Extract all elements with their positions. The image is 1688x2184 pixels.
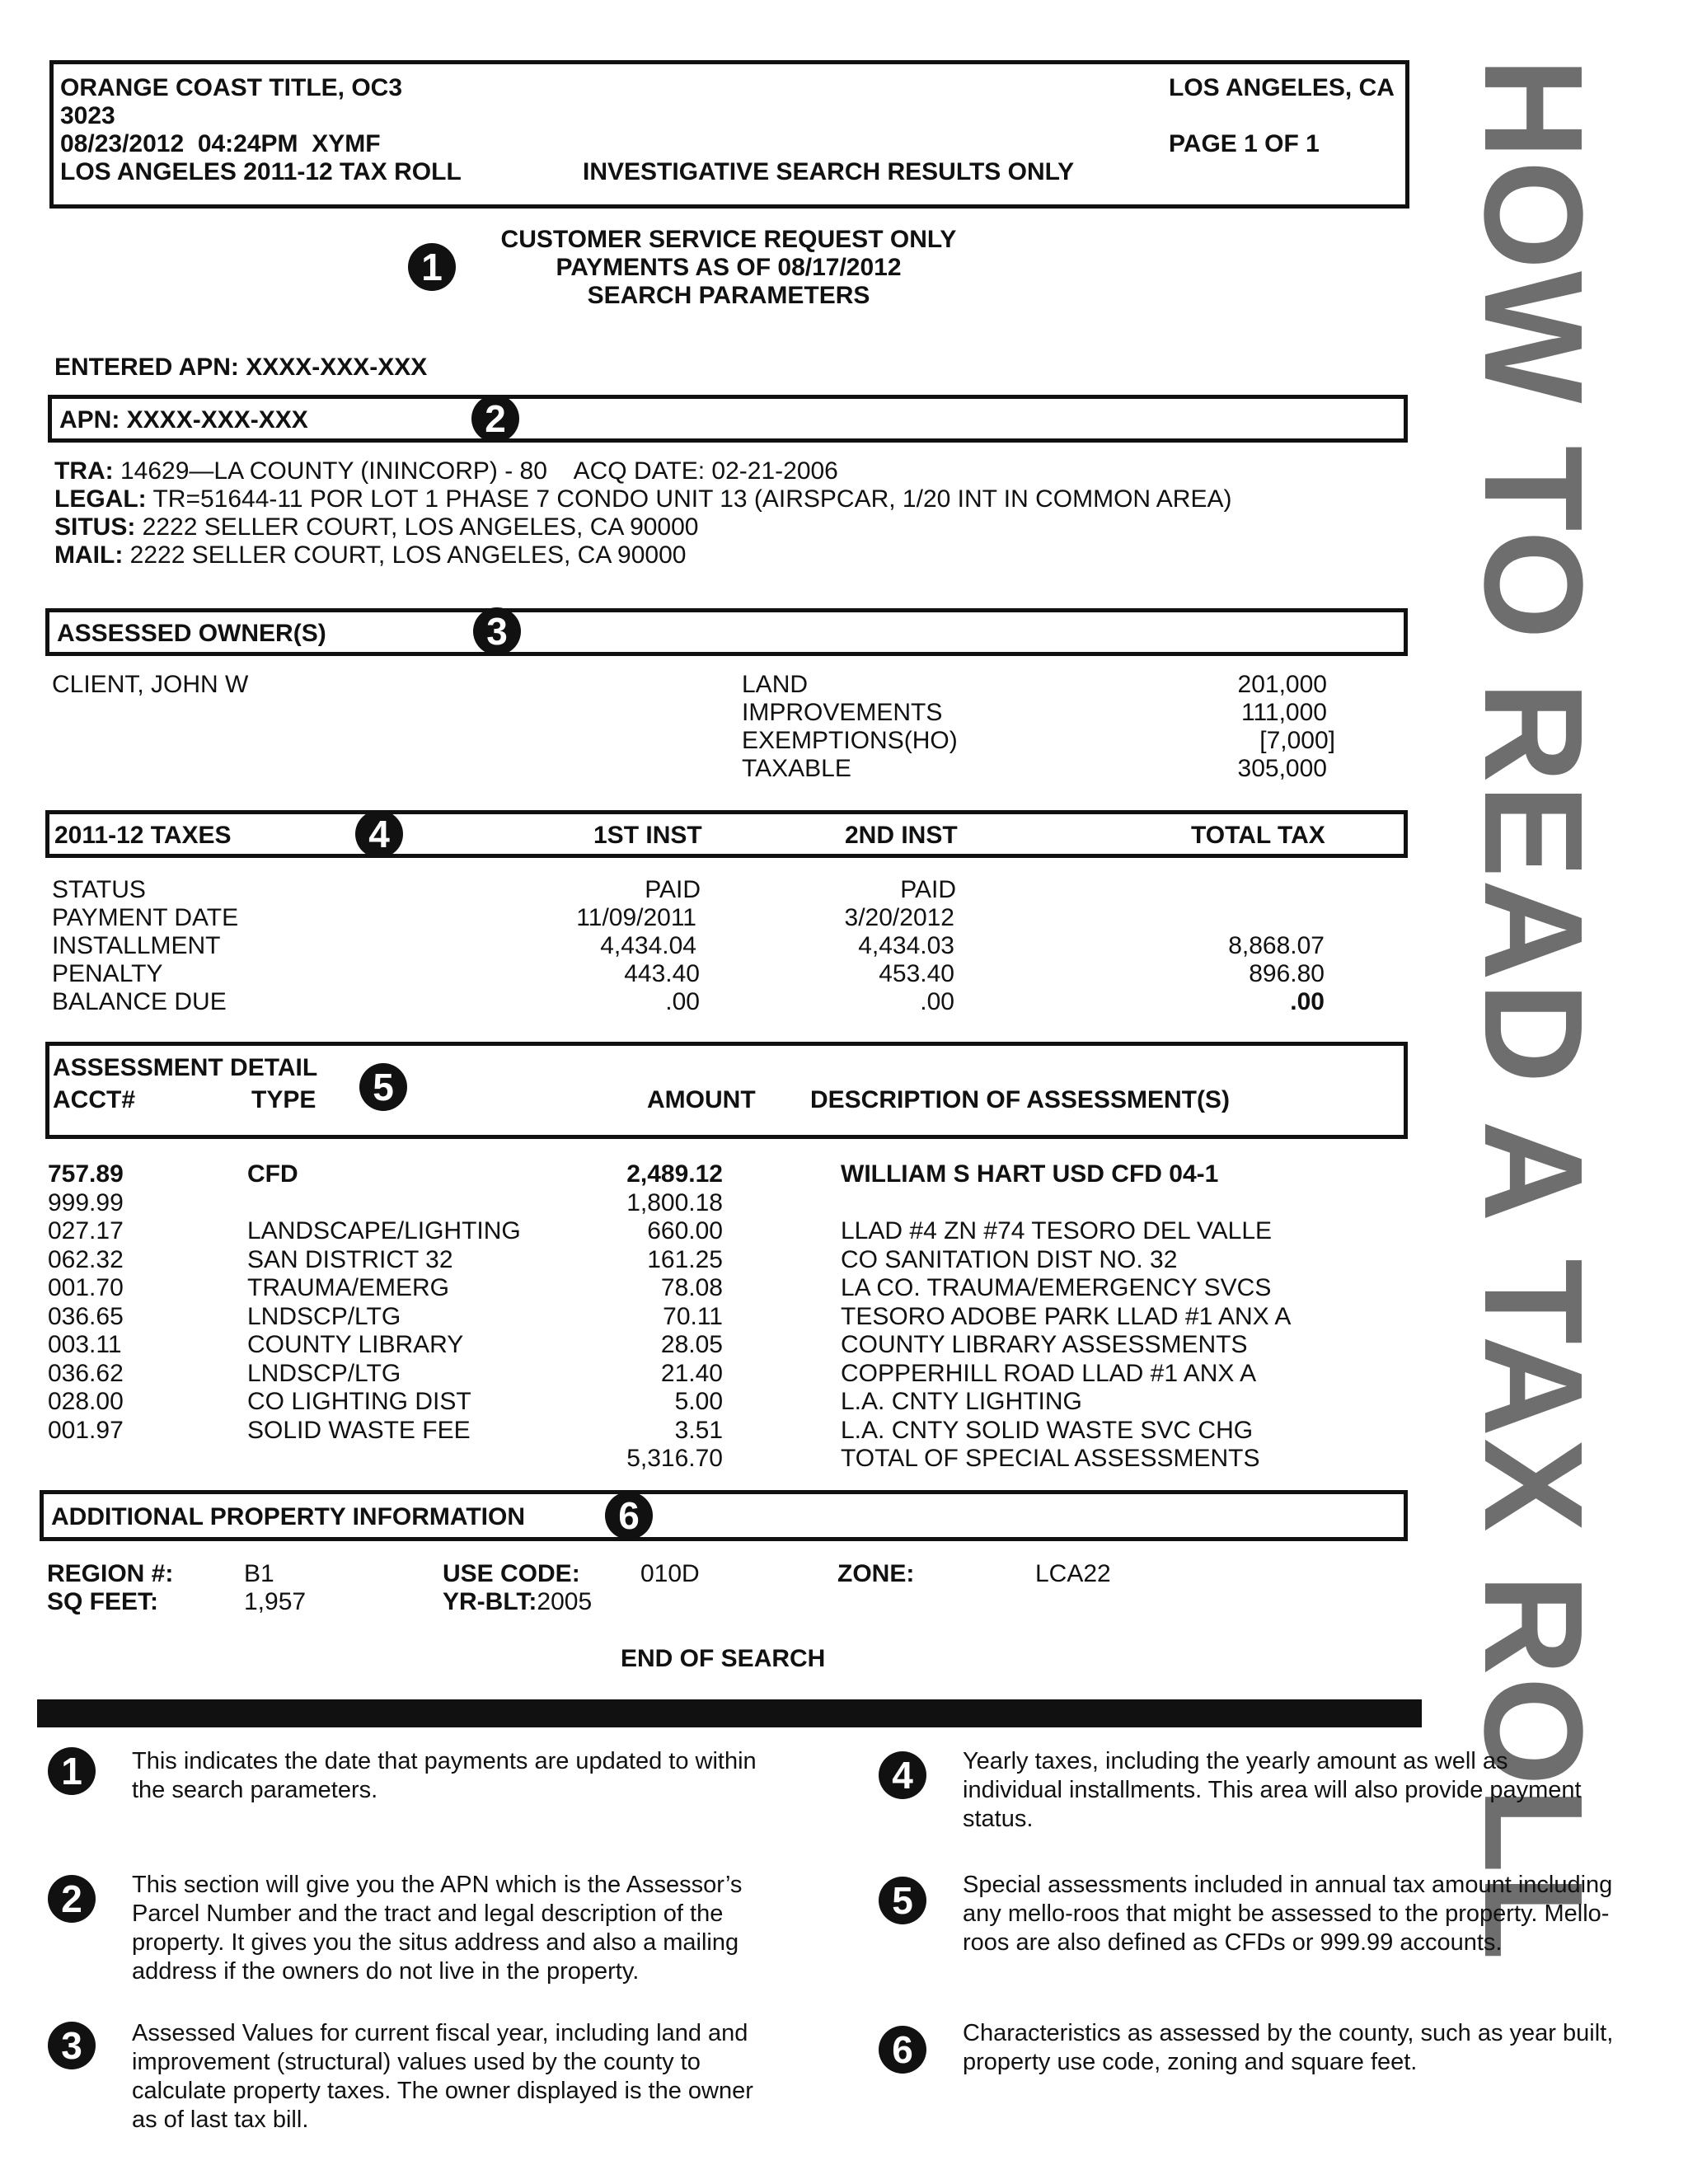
assessment-desc: L.A. CNTY SOLID WASTE SVC CHG	[841, 1417, 1254, 1444]
zone-label: ZONE:	[837, 1560, 915, 1587]
assessment-acct: 001.97	[48, 1417, 124, 1444]
zone-value: LCA22	[1035, 1560, 1111, 1587]
assessment-amount: 1,800.18	[626, 1189, 723, 1216]
tax-row-inst2: 453.40	[879, 960, 954, 987]
header-subtitle: INVESTIGATIVE SEARCH RESULTS ONLY	[583, 158, 1075, 185]
legal-value: TR=51644-11 POR LOT 1 PHASE 7 CONDO UNIT 13 (AIRSPCAR, 1/20 INT IN COMMON AREA)	[146, 485, 1232, 513]
value-label-land: LAND	[742, 671, 809, 698]
legal-line	[54, 485, 1231, 513]
badge-3: 3	[473, 607, 521, 655]
assessment-type: CFD	[247, 1160, 298, 1188]
owners-header: ASSESSED OWNER(S)	[57, 620, 326, 647]
assessment-type: LNDSCP/LTG	[247, 1303, 401, 1330]
mail-value: 2222 SELLER COURT, LOS ANGELES, CA 90000	[123, 541, 687, 569]
tax-row-inst1: PAID	[645, 876, 701, 903]
assessment-desc: LLAD #4 ZN #74 TESORO DEL VALLE	[841, 1217, 1273, 1244]
legend-text-3: Assessed Values for current fiscal year, including land and improvement (structural) values used by the county to calculate property taxes. The owner displayed is the owner as of last tax bill.	[132, 2020, 753, 2133]
assessment-type: SAN DISTRICT 32	[247, 1246, 453, 1273]
tra-label: TRA:	[54, 457, 114, 485]
legend-text-6: Characteristics as assessed by the county, such as year built, property use code, zoning and square feet.	[963, 2020, 1614, 2075]
header-company: ORANGE COAST TITLE, OC3	[60, 74, 403, 101]
region-value: B1	[244, 1560, 274, 1587]
tax-row-total: 896.80	[1249, 960, 1325, 987]
yr-blt-line	[443, 1588, 592, 1616]
assessment-acct: 027.17	[48, 1217, 124, 1244]
assessment-amount: 161.25	[647, 1246, 723, 1273]
tax-row-inst1: 443.40	[624, 960, 700, 987]
tax-row-inst1: 11/09/2011	[576, 904, 696, 931]
situs-line	[54, 513, 699, 541]
assessment-desc: COPPERHILL ROAD LLAD #1 ANX A	[841, 1360, 1257, 1387]
assessment-type: TRAUMA/EMERG	[247, 1274, 450, 1301]
sqft-value: 1,957	[244, 1588, 307, 1615]
tax-row-inst1: .00	[665, 988, 700, 1015]
assessment-desc: LA CO. TRAUMA/EMERGENCY SVCS	[841, 1274, 1272, 1301]
taxes-header: 2011-12 TAXES	[54, 822, 232, 849]
assessment-acct: 028.00	[48, 1388, 124, 1415]
legend-badge-5: 5	[879, 1877, 926, 1924]
legend-text-4: Yearly taxes, including the yearly amount as well as individual installments. This area will also provide payment status.	[963, 1748, 1582, 1832]
assessment-amount: 5,316.70	[626, 1445, 723, 1472]
assessment-desc: WILLIAM S HART USD CFD 04-1	[841, 1160, 1219, 1188]
entered-apn: ENTERED APN: XXXX-XXX-XXX	[54, 354, 428, 381]
legend-text-2: This section will give you the APN which is the Assessor’s Parcel Number and the tract and legal description of the property. It gives you the situs address and also a mailing address if the owners do not live in the property.	[132, 1872, 743, 1985]
situs-label: SITUS:	[54, 513, 136, 541]
assessment-amount: 78.08	[660, 1274, 723, 1301]
assessment-amount: 28.05	[660, 1331, 723, 1358]
tax-row-label: STATUS	[52, 876, 146, 903]
badge-2: 2	[471, 395, 519, 443]
assessment-h-acct: ACCT#	[53, 1086, 136, 1113]
tax-row-inst1: 4,434.04	[600, 932, 696, 959]
region-label: REGION #:	[47, 1560, 174, 1587]
value-land: 201,000	[1237, 671, 1327, 698]
tax-row-label: PENALTY	[52, 960, 163, 987]
assessment-acct: 036.65	[48, 1303, 124, 1330]
assessment-desc: L.A. CNTY LIGHTING	[841, 1388, 1082, 1415]
assessment-h-type: TYPE	[251, 1086, 316, 1113]
value-label-taxable: TAXABLE	[742, 755, 851, 782]
request-line3: SEARCH PARAMETERS	[587, 282, 870, 309]
value-exemptions: [7,000]	[1259, 727, 1335, 754]
tra-value: 14629—LA COUNTY (ININCORP) - 80 ACQ DATE: 02-21-2006	[113, 457, 838, 485]
assessment-acct: 001.70	[48, 1274, 124, 1301]
value-label-exemptions: EXEMPTIONS(HO)	[742, 727, 958, 754]
request-line2: PAYMENTS AS OF 08/17/2012	[556, 254, 902, 281]
assessment-type: LANDSCAPE/LIGHTING	[247, 1217, 521, 1244]
legend-badge-4: 4	[879, 1751, 926, 1799]
legend-badge-3: 3	[48, 2022, 96, 2069]
taxes-col-total: TOTAL TAX	[1191, 822, 1325, 849]
assessment-amount: 2,489.12	[626, 1160, 723, 1188]
situs-value: 2222 SELLER COURT, LOS ANGELES, CA 90000	[135, 513, 699, 541]
header-datetime: 08/23/2012 04:24PM XYMF	[60, 130, 381, 157]
owner-name: CLIENT, JOHN W	[52, 671, 249, 698]
assessment-desc: TOTAL OF SPECIAL ASSESSMENTS	[841, 1445, 1260, 1472]
tax-row-inst2: .00	[920, 988, 954, 1015]
tra-line	[54, 457, 838, 485]
use-code-label: USE CODE:	[443, 1560, 580, 1587]
end-of-search: END OF SEARCH	[621, 1645, 826, 1672]
assessment-desc: CO SANITATION DIST NO. 32	[841, 1246, 1178, 1273]
use-code-value: 010D	[640, 1560, 700, 1587]
header-code: 3023	[60, 102, 115, 129]
yr-blt-label: YR-BLT:	[443, 1588, 537, 1615]
tax-row-total: 8,868.07	[1228, 932, 1325, 959]
apn-label: APN: XXXX-XXX-XXX	[59, 406, 308, 434]
sqft-label: SQ FEET:	[47, 1588, 159, 1615]
assessment-type: COUNTY LIBRARY	[247, 1331, 464, 1358]
assessment-desc: COUNTY LIBRARY ASSESSMENTS	[841, 1331, 1248, 1358]
divider-bar	[37, 1699, 1422, 1727]
assessment-amount: 21.40	[660, 1360, 723, 1387]
tax-row-total: .00	[1290, 988, 1325, 1015]
assessment-acct: 003.11	[48, 1331, 122, 1358]
badge-1: 1	[408, 243, 456, 291]
additional-header: ADDITIONAL PROPERTY INFORMATION	[51, 1503, 526, 1530]
assessment-type: LNDSCP/LTG	[247, 1360, 401, 1387]
assessment-acct: 036.62	[48, 1360, 124, 1387]
value-label-improvements: IMPROVEMENTS	[742, 699, 943, 726]
assessment-amount: 70.11	[663, 1303, 723, 1330]
tax-row-label: INSTALLMENT	[52, 932, 221, 959]
badge-6: 6	[605, 1492, 653, 1540]
assessment-amount: 3.51	[674, 1417, 723, 1444]
taxes-col-2nd: 2ND INST	[845, 822, 958, 849]
legal-label: LEGAL:	[54, 485, 147, 513]
legend-badge-1: 1	[48, 1747, 96, 1795]
tax-row-label: BALANCE DUE	[52, 988, 227, 1015]
assessment-type: SOLID WASTE FEE	[247, 1417, 471, 1444]
assessment-h-desc: DESCRIPTION OF ASSESSMENT(S)	[810, 1086, 1230, 1113]
assessment-acct: 757.89	[48, 1160, 124, 1188]
value-improvements: 111,000	[1241, 699, 1327, 726]
assessment-type: CO LIGHTING DIST	[247, 1388, 471, 1415]
assessment-title: ASSESSMENT DETAIL	[53, 1054, 318, 1081]
header-location: LOS ANGELES, CA	[1169, 74, 1395, 101]
assessment-desc: TESORO ADOBE PARK LLAD #1 ANX A	[841, 1303, 1292, 1330]
header-roll: LOS ANGELES 2011-12 TAX ROLL	[60, 158, 462, 185]
tax-row-inst2: PAID	[900, 876, 956, 903]
assessment-acct: 999.99	[48, 1189, 124, 1216]
assessment-amount: 5.00	[674, 1388, 723, 1415]
legend-badge-2: 2	[48, 1875, 96, 1923]
tax-row-inst2: 3/20/2012	[844, 904, 954, 931]
mail-label: MAIL:	[54, 541, 124, 569]
legend-text-1: This indicates the date that payments are updated to within the search parameters.	[132, 1748, 757, 1803]
assessment-acct: 062.32	[48, 1246, 124, 1273]
yr-blt-value: 2005	[537, 1588, 593, 1615]
badge-5: 5	[359, 1063, 407, 1111]
taxes-col-1st: 1ST INST	[593, 822, 702, 849]
assessment-h-amount: AMOUNT	[647, 1086, 756, 1113]
legend-text-5: Special assessments included in annual tax amount including any mello-roos that might be assessed to the property. Mello-roos are also defined as CFDs or 999.99 accounts.	[963, 1872, 1613, 1956]
tax-row-inst2: 4,434.03	[858, 932, 954, 959]
side-title: HOW TO READ A TAX ROLL	[1455, 58, 1611, 1962]
tax-row-label: PAYMENT DATE	[52, 904, 239, 931]
assessment-amount: 660.00	[647, 1217, 723, 1244]
legend-badge-6: 6	[879, 2026, 926, 2074]
value-taxable: 305,000	[1237, 755, 1327, 782]
mail-line	[54, 541, 686, 569]
request-line1: CUSTOMER SERVICE REQUEST ONLY	[500, 226, 957, 253]
header-page: PAGE 1 OF 1	[1169, 130, 1320, 157]
badge-4: 4	[355, 810, 403, 858]
